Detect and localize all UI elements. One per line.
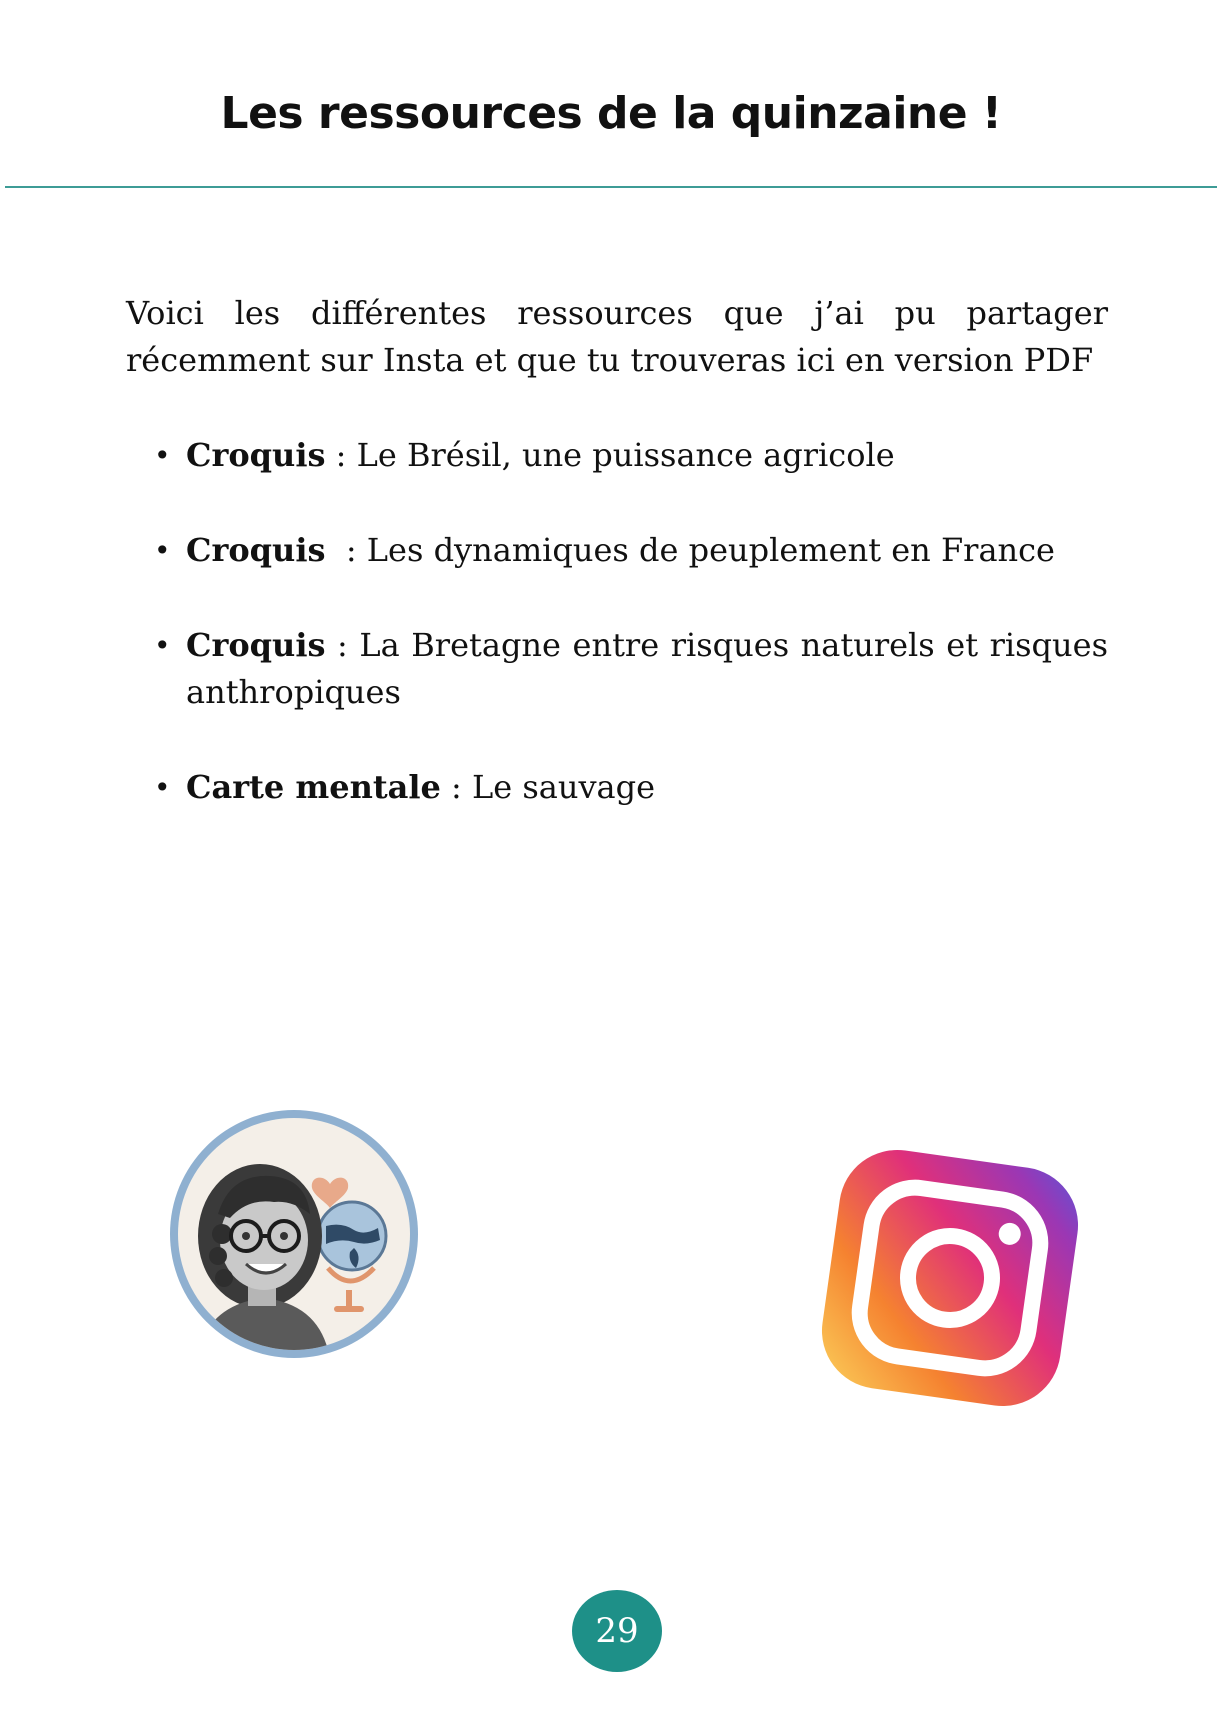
- author-avatar-icon[interactable]: [170, 1110, 418, 1358]
- resource-item: [154, 432, 1108, 479]
- resource-type: Croquis: [186, 436, 326, 474]
- resource-title: La Bretagne entre risques naturels et risques anthropiques: [186, 626, 1109, 711]
- resource-item: [154, 527, 1108, 574]
- resource-separator: :: [325, 531, 367, 569]
- page-number: 29: [572, 1590, 662, 1672]
- resource-title: Le Brésil, une puissance agricole: [356, 436, 895, 474]
- title-divider: [5, 186, 1217, 188]
- resource-type: Carte mentale: [186, 768, 441, 806]
- intro-line-2: récemment sur Insta et que tu trouveras ici en version PDF: [126, 341, 1094, 379]
- resource-title: Les dynamiques de peuplement en France: [366, 531, 1055, 569]
- resource-separator: :: [325, 436, 357, 474]
- resource-type: Croquis: [186, 626, 326, 664]
- avatar-illustration: [178, 1118, 410, 1350]
- resource-item: [154, 764, 1108, 811]
- bullet-icon: •: [154, 439, 171, 472]
- resource-list: [154, 432, 1109, 859]
- resource-type: Croquis: [186, 531, 326, 569]
- bullet-icon: •: [154, 534, 171, 567]
- intro-line-1: Voici les différentes ressources que j’ai pu partager: [126, 294, 1108, 332]
- bullet-icon: •: [154, 629, 171, 662]
- resource-separator: :: [440, 768, 472, 806]
- page-title: Les ressources de la quinzaine !: [220, 88, 1002, 139]
- resource-title: Le sauvage: [471, 768, 656, 806]
- bullet-icon: •: [154, 771, 171, 804]
- instagram-icon[interactable]: [820, 1148, 1080, 1408]
- resource-item: [154, 622, 1109, 716]
- intro-paragraph: [126, 290, 1108, 384]
- avatar-portrait-icon: [178, 1118, 410, 1350]
- resource-separator: :: [325, 626, 360, 664]
